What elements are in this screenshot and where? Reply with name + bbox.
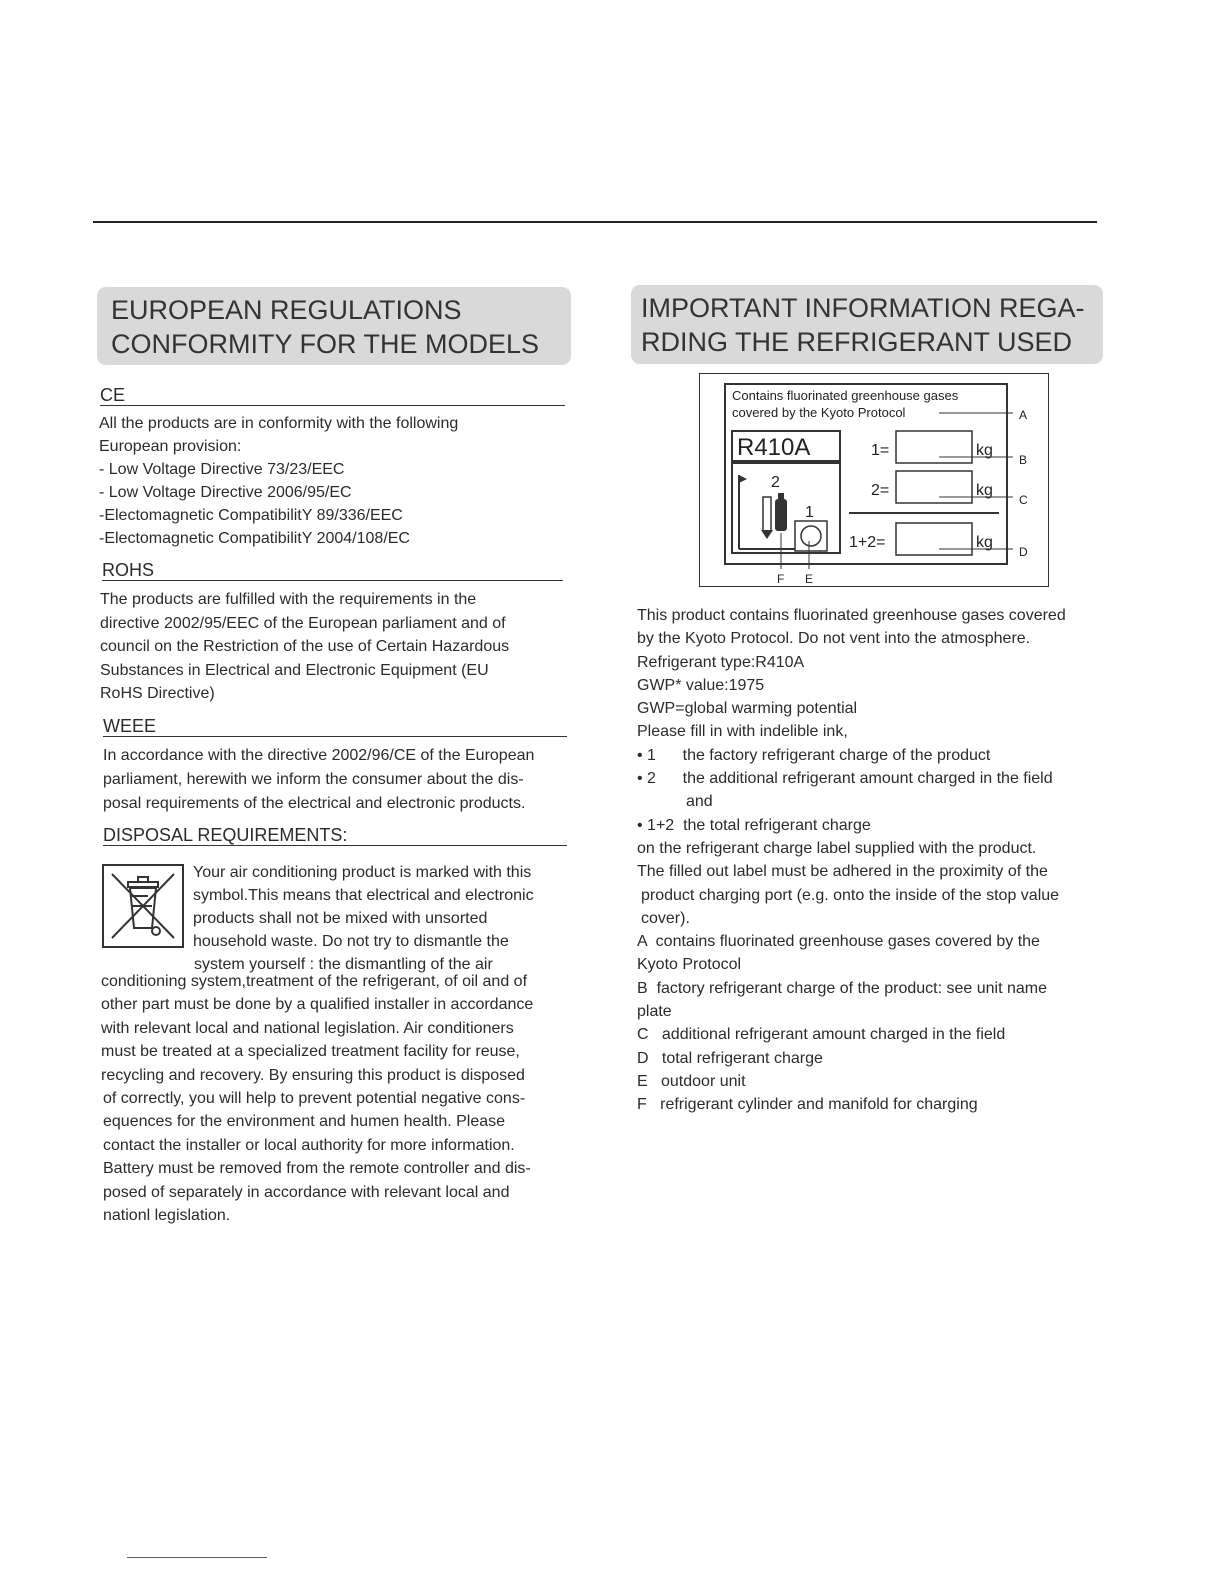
- ce-heading: CE: [100, 385, 565, 406]
- text-line: product charging port (e.g. onto the inside of the stop value: [641, 886, 1060, 904]
- label-num-2: 2: [771, 474, 780, 491]
- text-line: -Electomagnetic CompatibilitY 2004/108/EC: [99, 530, 410, 547]
- text-line: system yourself : the dismantling of the air: [194, 956, 493, 973]
- text-line: and: [686, 793, 713, 811]
- text-line: • 1 the factory refrigerant charge of the product: [637, 746, 991, 764]
- refrigerant-type-box: R410A: [737, 434, 811, 461]
- text-line: on the refrigerant charge label supplied with the product.: [637, 839, 1037, 857]
- text-line: B factory refrigerant charge of the product: see unit name: [637, 979, 1047, 997]
- rohs-text: [100, 588, 509, 706]
- text-line: nationl legislation.: [103, 1207, 231, 1225]
- refrigerant-info-title: [631, 285, 1103, 364]
- charge-row-2-prefix: 2=: [871, 482, 890, 499]
- text-line: Kyoto Protocol: [637, 956, 742, 974]
- text-line: -Electomagnetic CompatibilitY 89/336/EEC: [99, 507, 403, 524]
- text-line: Please fill in with indelible ink,: [637, 723, 848, 741]
- text-line: contact the installer or local authority for more information.: [103, 1136, 515, 1154]
- text-line: must be treated at a specialized treatment facility for reuse,: [101, 1043, 520, 1061]
- label-header-line1: Contains fluorinated greenhouse gases: [732, 388, 959, 403]
- callout-e: E: [805, 572, 814, 586]
- text-line: directive 2002/95/EEC of the European parliament and of: [100, 614, 506, 632]
- disposal-text-beside-icon: [193, 861, 534, 976]
- text-line: GWP* value:1975: [637, 676, 765, 694]
- text-line: with relevant local and national legislation. Air conditioners: [101, 1019, 514, 1037]
- text-line: GWP=global warming potential: [637, 700, 858, 718]
- text-line: The products are fulfilled with the requirements in the: [100, 591, 477, 608]
- text-line: cover).: [641, 909, 690, 927]
- text-line: C additional refrigerant amount charged in the field: [637, 1026, 1006, 1044]
- text-line: European provision:: [99, 438, 242, 455]
- text-line: by the Kyoto Protocol. Do not vent into the atmosphere.: [637, 630, 1031, 648]
- label-num-1: 1: [805, 504, 814, 521]
- text-line: • 1+2 the total refrigerant charge: [637, 816, 871, 834]
- text-line: The filled out label must be adhered in the proximity of the: [637, 863, 1048, 881]
- disposal-heading: DISPOSAL REQUIREMENTS:: [103, 825, 567, 846]
- refrigerant-info-text: [637, 604, 1066, 1117]
- text-line: Your air conditioning product is marked with this: [193, 864, 532, 881]
- text-line: household waste. Do not try to dismantle the: [193, 933, 509, 950]
- text-line: parliament, herewith we inform the consumer about the dis-: [103, 771, 524, 788]
- charge-row-1-prefix: 1=: [871, 442, 890, 459]
- text-line: recycling and recovery. By ensuring this product is disposed: [101, 1066, 525, 1084]
- text-line: In accordance with the directive 2002/96/CE of the European: [103, 747, 535, 764]
- rohs-heading: ROHS: [102, 560, 563, 581]
- text-line: E outdoor unit: [637, 1072, 746, 1090]
- text-line: posal requirements of the electrical and electronic products.: [103, 795, 526, 812]
- callout-d: D: [1019, 545, 1028, 559]
- text-line: posed of separately in accordance with relevant local and: [103, 1183, 510, 1201]
- text-line: - Low Voltage Directive 2006/95/EC: [99, 484, 352, 501]
- title-line: RDING THE REFRIGERANT USED: [641, 327, 1073, 357]
- text-line: council on the Restriction of the use of Certain Hazardous: [100, 638, 510, 655]
- weee-heading: WEEE: [103, 716, 567, 737]
- text-line: other part must be done by a qualified installer in accordance: [101, 996, 534, 1014]
- callout-a: A: [1019, 408, 1028, 422]
- charge-row-total-prefix: 1+2=: [849, 534, 886, 551]
- title-line: IMPORTANT INFORMATION REGA-: [641, 293, 1085, 323]
- text-line: symbol.This means that electrical and electronic: [193, 887, 534, 904]
- weee-text: [103, 744, 534, 816]
- text-line: equences for the environment and humen health. Please: [103, 1113, 506, 1131]
- text-line: A contains fluorinated greenhouse gases covered by the: [637, 933, 1040, 951]
- european-regulations-title: [97, 287, 571, 365]
- text-line: conditioning system,treatment of the refrigerant, of oil and of: [101, 973, 528, 990]
- refrigerant-charge-label-figure: [699, 373, 1049, 587]
- callout-b: B: [1019, 453, 1028, 467]
- text-line: RoHS Directive): [100, 685, 215, 702]
- text-line: All the products are in conformity with the following: [99, 415, 459, 432]
- charge-row-1-unit: kg: [976, 442, 993, 459]
- top-rule: [93, 221, 1097, 223]
- text-line: plate: [637, 1003, 672, 1021]
- label-header-line2: covered by the Kyoto Protocol: [732, 405, 906, 420]
- text-line: F refrigerant cylinder and manifold for charging: [637, 1096, 978, 1114]
- charge-row-total-unit: kg: [976, 534, 993, 551]
- text-line: Battery must be removed from the remote controller and dis-: [103, 1160, 531, 1178]
- text-line: of correctly, you will help to prevent potential negative cons-: [103, 1090, 526, 1108]
- text-line: - Low Voltage Directive 73/23/EEC: [99, 461, 345, 478]
- footer-link-underline: [127, 1557, 267, 1558]
- disposal-text: [101, 970, 533, 1227]
- charge-row-2-unit: kg: [976, 482, 993, 499]
- title-line: CONFORMITY FOR THE MODELS: [111, 329, 540, 359]
- ce-text: [99, 412, 458, 550]
- callout-f: F: [777, 572, 785, 586]
- text-line: • 2 the additional refrigerant amount charged in the field: [637, 770, 1053, 788]
- text-line: This product contains fluorinated greenhouse gases covered: [637, 607, 1066, 624]
- callout-c: C: [1019, 493, 1028, 507]
- title-line: EUROPEAN REGULATIONS: [111, 295, 462, 325]
- text-line: D total refrigerant charge: [637, 1049, 823, 1067]
- text-line: Substances in Electrical and Electronic Equipment (EU: [100, 661, 489, 679]
- crossed-out-wheelie-bin-icon: [102, 864, 184, 948]
- text-line: Refrigerant type:R410A: [637, 653, 805, 671]
- text-line: products shall not be mixed with unsorted: [193, 910, 488, 927]
